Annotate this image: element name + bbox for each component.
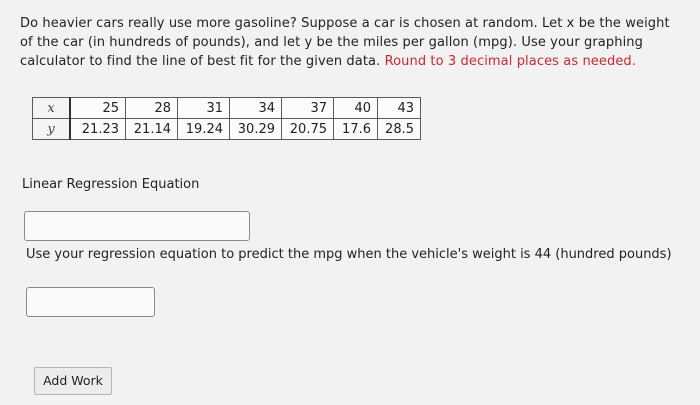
x-value: 37 <box>282 98 334 119</box>
question-body: Do heavier cars really use more gasoline? Suppose a car is chosen at random. Let x be the weight of the car (in hundreds of pounds), and let y be the miles per gallon (mpg). Use your graphing calculator to find the line of best fit for the given data. <box>20 16 670 69</box>
y-value: 21.14 <box>126 119 178 140</box>
x-value: 43 <box>378 98 421 119</box>
y-value: 30.29 <box>230 119 282 140</box>
y-value: 20.75 <box>282 119 334 140</box>
y-value: 17.6 <box>334 119 378 140</box>
add-work-button[interactable]: Add Work <box>34 367 112 395</box>
x-header: x <box>33 98 71 119</box>
y-value: 28.5 <box>378 119 421 140</box>
x-value: 25 <box>70 98 126 119</box>
y-header: y <box>33 119 71 140</box>
y-value: 21.23 <box>70 119 126 140</box>
prediction-label: Use your regression equation to predict the mpg when the vehicle's weight is 44 (hundred pounds) <box>26 247 672 262</box>
question-text <box>20 14 685 71</box>
x-value: 40 <box>334 98 378 119</box>
regression-equation-input[interactable] <box>24 211 250 241</box>
prediction-input[interactable] <box>26 287 155 317</box>
x-value: 31 <box>178 98 230 119</box>
y-row <box>33 119 421 140</box>
x-row <box>33 98 421 119</box>
x-value: 28 <box>126 98 178 119</box>
x-value: 34 <box>230 98 282 119</box>
data-table <box>32 97 421 140</box>
rounding-hint: Round to 3 decimal places as needed. <box>384 54 637 69</box>
y-value: 19.24 <box>178 119 230 140</box>
regression-label: Linear Regression Equation <box>22 177 200 192</box>
